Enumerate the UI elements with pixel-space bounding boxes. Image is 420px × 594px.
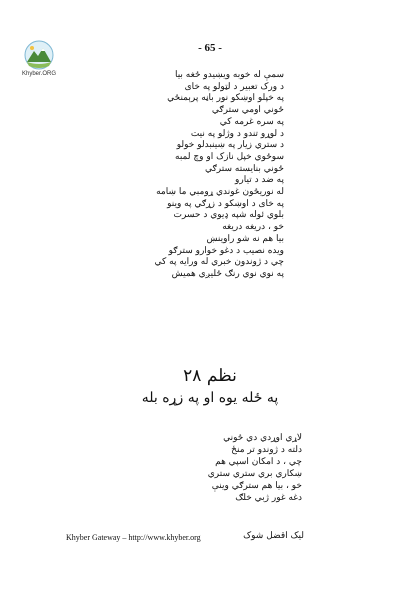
poem-line: دلته د ژوندو تر منځ [231,444,302,455]
poem-line: بيا هم نه شو راوينښ [206,233,284,244]
poem-subtitle: په ځله يوه او په زړه بله [141,390,279,406]
poem-line: د ستري زيار په ښينبدلو خولو [176,140,284,151]
poem-line: سمې له خوبه ويښيدو ځغه بيا [174,70,284,80]
poem-line: ويده نصيب د دغو خوارو سترګو [168,245,284,256]
footer-author: ليک اقضل شوک [243,531,304,541]
poem-line: بلوي ئوله شپه ډيوي د حسرت [173,210,284,221]
page-number: - 65 - [198,42,222,54]
poem-2 [102,433,302,504]
poem-line: له نوريځون غوندي ړومبي ما ښامه [156,187,284,198]
poem-line: د ورک تعبير د لټولو په خای [184,81,284,92]
poem-line: چي د ژوندون خبري له ورايه په کي [154,257,284,268]
poem-line: خو ، دريغه دريغه [222,222,284,233]
poem-line: دغه غور ژبي خلګ [235,492,302,503]
poem-line: په نوي نوي رنګ ځليږي هميش [171,268,284,279]
poem-line: لاړي اوړدي دي ځوني [223,433,302,443]
poem-line: ځوني اومي سترګي [211,105,284,116]
poem-line: چي ، د امکان اسپي هم [215,456,302,467]
poem-line: په سره غرمه کي [219,116,284,127]
poem-line: د لوړو تندو د وژلو په نيت [190,128,284,139]
footer-source: Khyber Gateway – http://www.khyber.org [66,533,201,542]
poem-line: ځوني بنايسته سترګي [205,163,284,174]
poem-1 [84,70,284,281]
poem-line: سوځوي خپل نازک او وچ لمبه [175,151,284,162]
poem-title: نظم ۲۸ [183,366,237,386]
poem-line: په خای د اوښکو د زړګي په وينو [167,198,284,209]
logo-text: Khyber.ORG [21,71,56,77]
poem-line: په خپلو اوښکو نور باڼه پرېمنځي [167,93,284,104]
poem-line: ښکاري بري ستري ستري [207,468,302,479]
poem-line: خو ، بيا هم سترګي وينې [211,480,302,491]
poem-line: په ضد د تيارو [235,175,284,186]
